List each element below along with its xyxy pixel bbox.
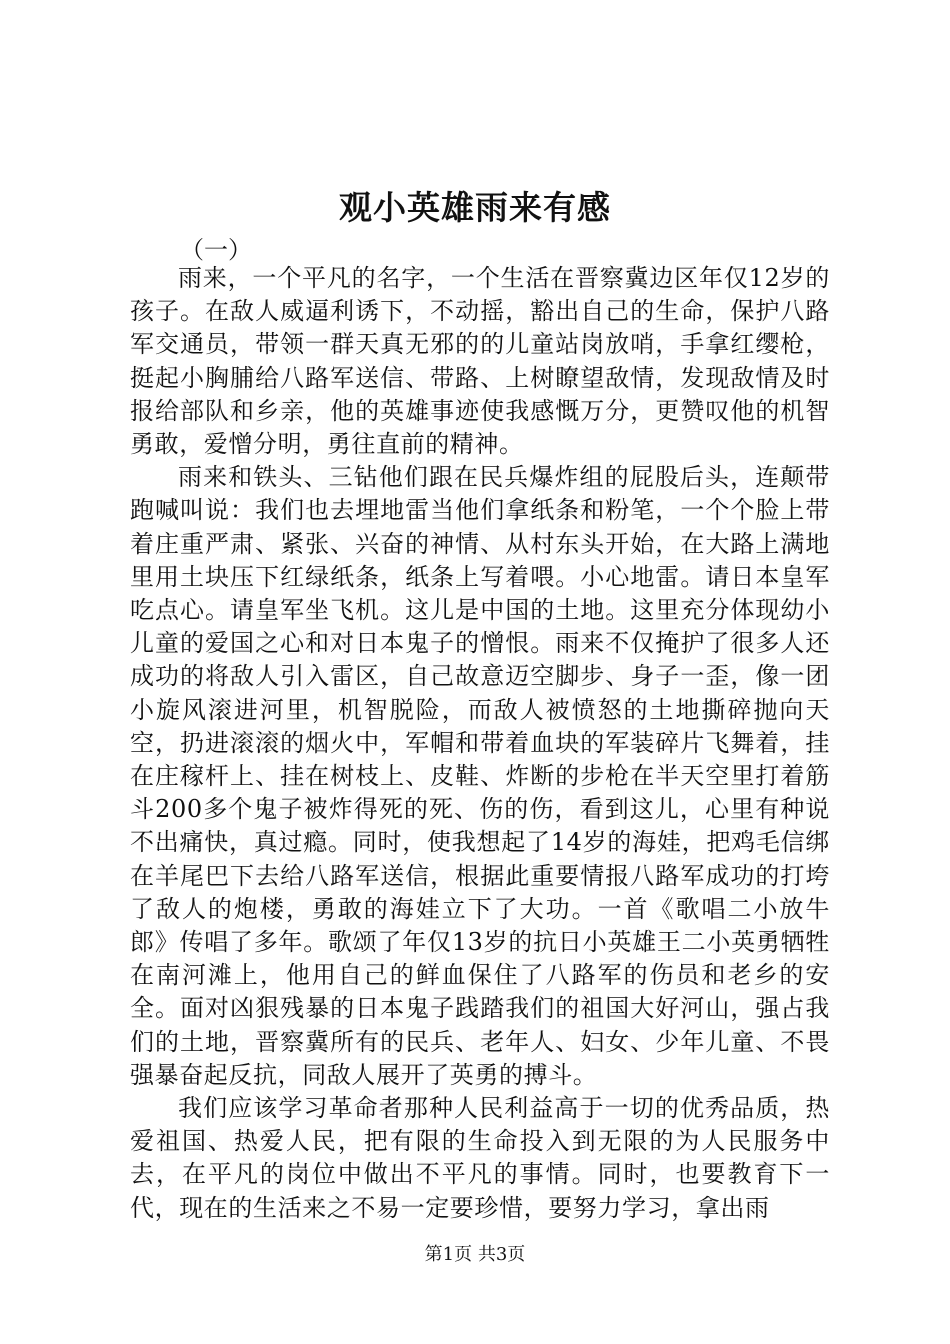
- section-label: （一）: [180, 236, 252, 264]
- paragraph: 雨来和铁头、三钻他们跟在民兵爆炸组的屁股后头，连颠带跑喊叫说：我们也去埋地雷当他们拿纸条和粉笔，一个个脸上带着庄重严肃、紧张、兴奋的神情、从村东头开始，在大路上满地里用土块压下红绿纸条，纸条上写着喂。小心地雷。请日本皇军吃点心。请皇军坐飞机。这儿是中国的土地。这里充分体现幼小儿童的爱国之心和对日本鬼子的憎恨。雨来不仅掩护了很多人还成功的将敌人引入雷区，自己故意迈空脚步、身子一歪，像一团小旋风滚进河里，机智脱险，而敌人被愤怒的土地撕碎抛向天空，扔进滚滚的烟火中，军帽和带着血块的军装碎片飞舞着，挂在庄稼杆上、挂在树枝上、皮鞋、炸断的步枪在半天空里打着筋斗200多个鬼子被炸得死的死、伤的伤，看到这儿，心里有种说不出痛快，真过瘾。同时，使我想起了14岁的海娃，把鸡毛信绑在羊尾巴下去给八路军送信，根据此重要情报八路军成功的打垮了敌人的炮楼，勇敢的海娃立下了大功。一首《歌唱二小放牛郎》传唱了多年。歌颂了年仅13岁的抗日小英雄王二小英勇牺牲在南河滩上，他用自己的鲜血保住了八路军的伤员和老乡的安全。面对凶狠残暴的日本鬼子践踏我们的祖国大好河山，强占我们的土地，晋察冀所有的民兵、老年人、妇女、少年儿童、不畏强暴奋起反抗，同敌人展开了英勇的搏斗。: [130, 463, 830, 1089]
- document-title: 观小英雄雨来有感: [339, 188, 611, 227]
- page-footer: 第1页 共3页: [424, 1244, 526, 1265]
- paragraph: 雨来，一个平凡的名字，一个生活在晋察冀边区年仅12岁的孩子。在敌人威逼利诱下，不动摇，豁出自己的生命，保护八路军交通员，带领一群天真无邪的的儿童站岗放哨，手拿红缨枪，挺起小胸脯给八路军送信、带路、上树瞭望敌情，发现敌情及时报给部队和乡亲，他的英雄事迹使我感慨万分，更赞叹他的机智勇敢，爱憎分明，勇往直前的精神。: [130, 264, 830, 459]
- paragraph: 我们应该学习革命者那种人民利益高于一切的优秀品质，热爱祖国、热爱人民，把有限的生命投入到无限的为人民服务中去，在平凡的岗位中做出不平凡的事情。同时，也要教育下一代，现在的生活来之不易一定要珍惜，要努力学习，拿出雨: [130, 1094, 830, 1222]
- document-body: [130, 262, 830, 1225]
